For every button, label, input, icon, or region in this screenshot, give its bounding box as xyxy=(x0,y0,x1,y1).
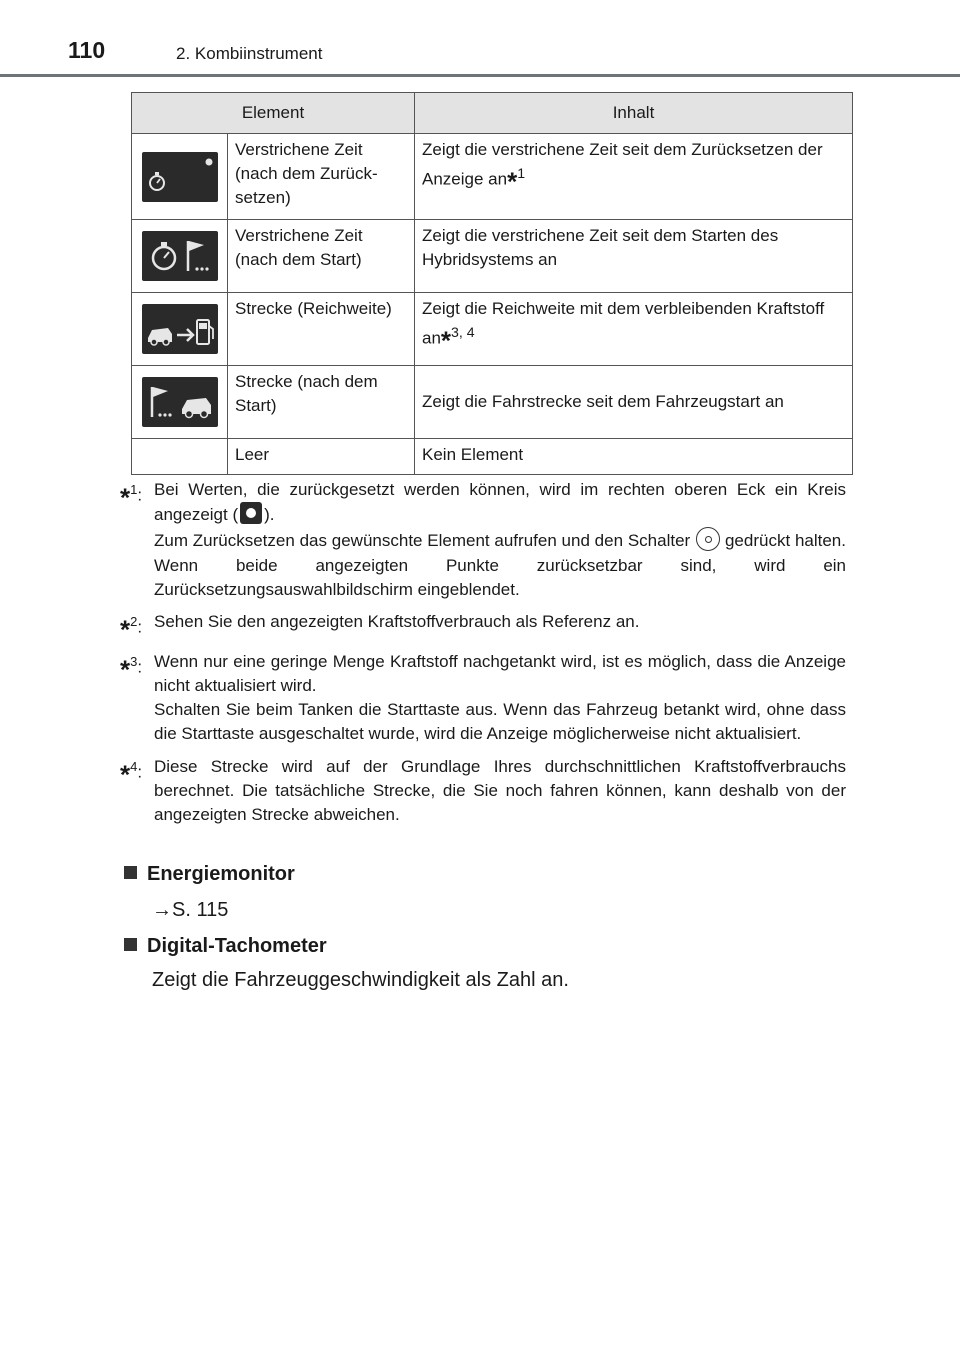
element-name: Leer xyxy=(235,445,270,464)
element-description: Zeigt die verstrichene Zeit seit dem Starten des Hybridsystems an xyxy=(422,226,779,269)
footnote-text: gedrückt halten. Wenn beide angezeigten Punkte zurücksetzbar sind, wird ein Zurücksetzungsauswahlbildschirm eingeblendet. xyxy=(154,531,846,599)
footnote-text: Diese Strecke wird auf der Grundlage Ihres durchschnittlichen Kraftstoffverbrauchs berechnet. Die tatsächliche Strecke, die Sie noch fahren können, kann deshalb von der angezeigten Strecke abweichen. xyxy=(154,756,846,825)
footnote-text: Bei Werten, die zurückgesetzt werden können, wird im rechten oberen Eck ein Kreis angezeigt ( xyxy=(154,480,846,525)
bullet-square-icon xyxy=(124,866,137,879)
section-heading: Energiemonitor xyxy=(124,863,295,886)
footnote-number: 1 xyxy=(130,482,138,497)
header-divider xyxy=(0,74,960,77)
footnote-ref: 1 xyxy=(517,166,526,182)
table-row: Strecke (Reichweite) Zeigt die Reichweite mit dem verbleibenden Kraftstoff an*$^{3, 4}$ xyxy=(132,293,853,366)
element-description: Kein Element xyxy=(422,445,524,464)
car-fuel-range-icon xyxy=(142,304,218,354)
section-body-text: Zeigt die Fahrzeuggeschwindigkeit als Zahl an. xyxy=(152,969,569,991)
footnote-number: 4 xyxy=(130,758,138,774)
element-description: Zeigt die Reichweite mit dem verbleibenden Kraftstoff an xyxy=(422,299,825,348)
bullet-square-icon xyxy=(124,938,137,951)
element-name: Start) xyxy=(235,396,277,415)
table-row xyxy=(132,439,853,475)
element-description: Zeigt die verstrichene Zeit seit dem Zurücksetzen der Anzeige an xyxy=(422,140,823,189)
element-name: Verstrichene Zeit xyxy=(235,226,363,245)
stopwatch-reset-icon xyxy=(142,152,218,202)
footnote-text: Wenn nur eine geringe Menge Kraftstoff nachgetankt wird, ist es möglich, dass die Anzeige nicht aktualisiert wird. xyxy=(154,651,846,696)
table-row xyxy=(132,366,853,439)
switch-button-icon xyxy=(696,527,720,551)
table-header-row xyxy=(132,93,853,134)
footnote: *$^4$: Diese Strecke wird auf der Grundlage Ihres durchschnittlichen Kraftstoffverbrauchs berechnet. Die tatsächliche Strecke, die Sie noch fahren können, kann deshalb von der angezeigten Strecke abweichen. xyxy=(120,755,846,828)
flag-car-distance-icon xyxy=(142,377,218,427)
footnote-text: Sehen Sie den angezeigten Kraftstoffverbrauch als Referenz an. xyxy=(154,612,640,632)
display-items-table xyxy=(131,92,853,475)
element-name: setzen) xyxy=(235,188,291,207)
stopwatch-flag-icon xyxy=(142,231,218,281)
element-name: (nach dem Start) xyxy=(235,250,362,269)
section-heading: Digital-Tachometer xyxy=(124,935,327,958)
footnote: *$^2$: Sehen Sie den angezeigten Kraftstoffverbrauch als Referenz an. xyxy=(120,610,846,642)
element-name: Strecke (nach dem xyxy=(235,372,378,391)
footnote-text: Zum Zurücksetzen das gewünschte Element aufrufen und den Schalter xyxy=(154,531,691,551)
page-number: 110 xyxy=(68,37,106,63)
footnote-number: 2 xyxy=(130,614,138,630)
footnote: *$^3$: Wenn nur eine geringe Menge Kraftstoff nachgetankt wird, ist es möglich, dass die Anzeige nicht aktualisiert wird. Schalten Sie beim Tanken die Starttaste aus. Wenn das Fahrzeug betankt wird, ohne dass die Starttaste ausgeschaltet wurde, wird die Anzeige möglicherweise nicht aktualisiert. xyxy=(120,650,846,747)
footnote-text: Schalten Sie beim Tanken die Starttaste aus. Wenn das Fahrzeug betankt wird, ohne dass die Starttaste ausgeschaltet wurde, wird die Anzeige möglicherweise nicht aktualisiert. xyxy=(154,700,846,744)
element-name: (nach dem Zurück- xyxy=(235,164,378,183)
footnotes xyxy=(120,478,846,835)
footnote-ref: 3, 4 xyxy=(451,325,475,341)
footnote-text: ). xyxy=(264,505,275,525)
element-description: Zeigt die Fahrstrecke seit dem Fahrzeugstart an xyxy=(422,392,784,411)
section-title: 2. Kombiinstrument xyxy=(176,44,323,63)
table-row: Verstrichene Zeit (nach dem Zurück- setzen) Zeigt die verstrichene Zeit seit dem Zurücksetzen der Anzeige an*$^1$ xyxy=(132,134,853,220)
table-row xyxy=(132,220,853,293)
footnote-number: 3 xyxy=(130,653,138,669)
element-name: Strecke (Reichweite) xyxy=(235,299,392,318)
footnote: *$^1$: Bei Werten, die zurückgesetzt werden können, wird im rechten oberen Eck ein Kreis angezeigt ( ). Zum Zurücksetzen das gewünschte Element aufrufen und den Schalter gedrückt halten. Wenn beide angezeigten Punkte zurücksetzbar sind, wird ein Zurücksetzungsauswahlbildschirm eingeblendet. xyxy=(120,480,846,599)
page-header xyxy=(0,0,960,78)
column-header-content: Inhalt xyxy=(415,93,853,134)
page-reference-link[interactable]: →S. 115 xyxy=(152,899,229,921)
reset-circle-icon xyxy=(240,502,262,524)
element-name: Verstrichene Zeit xyxy=(235,140,363,159)
column-header-element: Element xyxy=(132,93,415,134)
